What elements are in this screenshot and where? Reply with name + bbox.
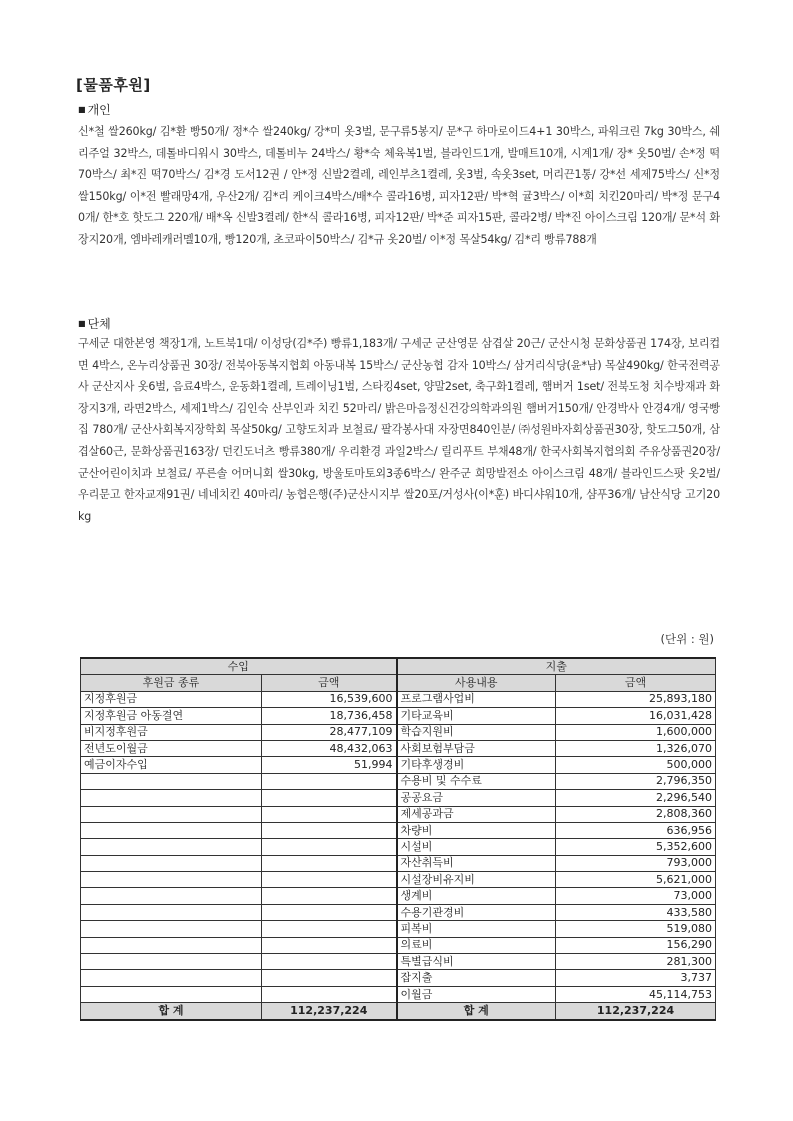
income-total-label: 합 계 <box>81 1003 262 1020</box>
expense-use-cell: 잡지출 <box>397 970 556 986</box>
individual-donations-text: 신*철 쌀260kg/ 김*환 빵50개/ 정*수 쌀240kg/ 강*미 옷3벌, 문구류5봉지/ 문*구 하마로이드4+1 30박스, 파워크린 7kg 30박스, 쉐리주얼 32박스, 데톨바디워시 30박스, 데톨비누 24박스/ 황*숙 체육복1벌, 블라인드1개, 발매트10개, 시계1개/ 장* 옷50벌/ 손*정 떡 70박스/ 최*진 떡70박스/ 김*경 도서12권 / 안*정 신발2켤레, 레인부츠1켤레, 옷3벌, 속옷3set, 머리끈1통/ 강*선 세제75박스/ 신*정 쌀150kg/ 이*전 빨래망4개, 우산2개/ 김*리 케이크4박스/배*수 콜라16병, 피자12판/ 박*혁 귤3박스/ 이*희 치킨20마리/ 박*정 문구40개/ 한*호 핫도그 220개/ 배*옥 신발3켤레/ 한*식 콜라16병, 피자12판/ 박*준 피자15판, 콜라2병/ 박*진 아이스크림 120개/ 문*석 화장지20개, 엠바레캐러멜10개, 빵120개, 초코파이50박스/ 김*규 옷20벌/ 이*정 목살54kg/ 김*리 빵류788개 <box>78 125 720 246</box>
expense-amount-cell: 2,796,350 <box>556 773 716 789</box>
expense-use-cell: 피복비 <box>397 921 556 937</box>
income-amount-cell <box>262 888 397 904</box>
table-row <box>81 740 716 756</box>
expense-use-cell: 기타교육비 <box>397 708 556 724</box>
income-amount-cell <box>262 986 397 1002</box>
income-total-amount: 112,237,224 <box>262 1003 397 1020</box>
table-row <box>81 773 716 789</box>
income-amount-cell: 28,477,109 <box>262 724 397 740</box>
expense-use-cell: 의료비 <box>397 937 556 953</box>
income-type-column: 후원금 종류 <box>81 675 262 691</box>
income-type-cell: 지정후원금 <box>81 691 262 707</box>
square-bullet-icon: ■ <box>78 319 86 328</box>
expense-amount-cell: 2,296,540 <box>556 790 716 806</box>
expense-use-cell: 시설비 <box>397 839 556 855</box>
expense-amount-cell: 3,737 <box>556 970 716 986</box>
expense-amount-cell: 433,580 <box>556 904 716 920</box>
table-row <box>81 790 716 806</box>
income-amount-cell <box>262 970 397 986</box>
income-amount-cell <box>262 855 397 871</box>
expense-total-amount: 112,237,224 <box>556 1003 716 1020</box>
group-donations-text: 구세군 대한본영 책장1개, 노트북1대/ 이성당(김*주) 빵류1,183개/ 구세군 군산영문 삼겹살 20근/ 군산시청 문화상품권 174장, 보리컵면 4박스, 온누리상품권 30장/ 전북아동복지협회 아동내복 15박스/ 군산농협 감자 10박스/ 삼거리식당(윤*남) 목살490kg/ 한국전력공사 군산지사 옷6벌, 음료4박스, 운동화1켤레, 트레이닝1벌, 스타킹4set, 양말2set, 축구화1켤레, 햄버거 1set/ 전북도청 치수방재과 화장지3개, 라면2박스, 세제1박스/ 김인숙 산부인과 치킨 52마리/ 밝은마음정신건강의학과의원 햄버거150개/ 안경박사 안경4개/ 영국빵집 780개/ 군산사회복지장학회 목살50kg/ 고향도치과 보철료/ 팔각봉사대 자장면840인분/ ㈜성원바자회상품권30장, 핫도그50개, 삼겹살60근, 문화상품권163장/ 던킨도너츠 빵류380개/ 우리환경 과일2박스/ 릴리푸트 부채48개/ 한국사회복지협의회 주유상품권20장/ 군산어린이치과 보철료/ 푸른솔 어머니회 쌀30kg, 방울토마토외3종6박스/ 완주군 희망발전소 아이스크림 48개/ 블라인드스팟 옷2벌/ 우리문고 한자교재91권/ 네네치킨 40마리/ 농협은행(주)군산시지부 쌀20포/거성사(이*훈) 바디샤워10개, 샴푸36개/ 남산식당 고기20kg <box>78 337 720 523</box>
income-amount-cell: 51,994 <box>262 757 397 773</box>
expense-amount-cell: 636,956 <box>556 822 716 838</box>
expense-amount-cell: 5,352,600 <box>556 839 716 855</box>
table-row <box>81 921 716 937</box>
table-row <box>81 822 716 838</box>
income-type-cell <box>81 773 262 789</box>
income-amount-cell <box>262 806 397 822</box>
expense-amount-cell: 25,893,180 <box>556 691 716 707</box>
income-type-cell <box>81 822 262 838</box>
expense-amount-cell: 500,000 <box>556 757 716 773</box>
income-type-cell <box>81 954 262 970</box>
table-row <box>81 724 716 740</box>
individual-title: 개인 <box>87 103 111 117</box>
income-header: 수입 <box>81 658 397 675</box>
income-type-cell <box>81 872 262 888</box>
expense-use-column: 사용내용 <box>397 675 556 691</box>
expense-amount-column: 금액 <box>556 675 716 691</box>
individual-heading <box>78 101 111 118</box>
table-row <box>81 806 716 822</box>
income-amount-cell <box>262 872 397 888</box>
expense-use-cell: 생계비 <box>397 888 556 904</box>
section-title: [물품후원] <box>76 76 151 94</box>
expense-use-cell: 차량비 <box>397 822 556 838</box>
income-type-cell: 전년도이월금 <box>81 740 262 756</box>
expense-use-cell: 자산취득비 <box>397 855 556 871</box>
expense-amount-cell: 1,600,000 <box>556 724 716 740</box>
income-type-cell <box>81 904 262 920</box>
expense-amount-cell: 793,000 <box>556 855 716 871</box>
expense-use-cell: 수용비 및 수수료 <box>397 773 556 789</box>
income-type-cell <box>81 839 262 855</box>
table-row <box>81 855 716 871</box>
square-bullet-icon: ■ <box>78 105 86 114</box>
expense-amount-cell: 5,621,000 <box>556 872 716 888</box>
expense-use-cell: 기타후생경비 <box>397 757 556 773</box>
expense-amount-cell: 519,080 <box>556 921 716 937</box>
expense-use-cell: 특별급식비 <box>397 954 556 970</box>
table-row <box>81 937 716 953</box>
table-row <box>81 970 716 986</box>
income-type-cell <box>81 790 262 806</box>
group-heading <box>78 315 111 332</box>
income-type-cell: 비지정후원금 <box>81 724 262 740</box>
table-row <box>81 986 716 1002</box>
income-amount-cell <box>262 790 397 806</box>
expense-amount-cell: 1,326,070 <box>556 740 716 756</box>
expense-amount-cell: 2,808,360 <box>556 806 716 822</box>
table-row <box>81 839 716 855</box>
income-amount-cell: 16,539,600 <box>262 691 397 707</box>
group-title: 단체 <box>87 317 111 331</box>
income-type-cell <box>81 970 262 986</box>
income-amount-cell <box>262 954 397 970</box>
table-row <box>81 872 716 888</box>
income-type-cell: 예금이자수입 <box>81 757 262 773</box>
financial-table-body <box>81 691 716 1002</box>
income-type-cell <box>81 986 262 1002</box>
financial-table <box>80 657 716 1021</box>
unit-label: (단위 : 원) <box>660 632 714 646</box>
table-row <box>81 888 716 904</box>
income-amount-cell <box>262 921 397 937</box>
expense-amount-cell: 281,300 <box>556 954 716 970</box>
expense-amount-cell: 73,000 <box>556 888 716 904</box>
expense-use-cell: 공공요금 <box>397 790 556 806</box>
income-amount-cell <box>262 839 397 855</box>
income-type-cell: 지정후원금 아동결연 <box>81 708 262 724</box>
expense-use-cell: 프로그램사업비 <box>397 691 556 707</box>
expense-use-cell: 시설장비유지비 <box>397 872 556 888</box>
table-row <box>81 708 716 724</box>
table-row <box>81 757 716 773</box>
expense-use-cell: 사회보험부담금 <box>397 740 556 756</box>
table-row <box>81 904 716 920</box>
expense-use-cell: 이월금 <box>397 986 556 1002</box>
income-type-cell <box>81 855 262 871</box>
expense-use-cell: 수용기관경비 <box>397 904 556 920</box>
expense-header: 지출 <box>397 658 716 675</box>
table-row <box>81 954 716 970</box>
income-type-cell <box>81 937 262 953</box>
income-type-cell <box>81 806 262 822</box>
income-amount-column: 금액 <box>262 675 397 691</box>
table-row <box>81 691 716 707</box>
total-row <box>81 1003 716 1020</box>
income-amount-cell <box>262 822 397 838</box>
expense-use-cell: 학습지원비 <box>397 724 556 740</box>
income-amount-cell: 48,432,063 <box>262 740 397 756</box>
expense-amount-cell: 16,031,428 <box>556 708 716 724</box>
income-type-cell <box>81 921 262 937</box>
income-amount-cell: 18,736,458 <box>262 708 397 724</box>
expense-use-cell: 제세공과금 <box>397 806 556 822</box>
expense-total-label: 합 계 <box>397 1003 556 1020</box>
income-amount-cell <box>262 937 397 953</box>
expense-amount-cell: 156,290 <box>556 937 716 953</box>
income-amount-cell <box>262 773 397 789</box>
income-type-cell <box>81 888 262 904</box>
expense-amount-cell: 45,114,753 <box>556 986 716 1002</box>
income-amount-cell <box>262 904 397 920</box>
